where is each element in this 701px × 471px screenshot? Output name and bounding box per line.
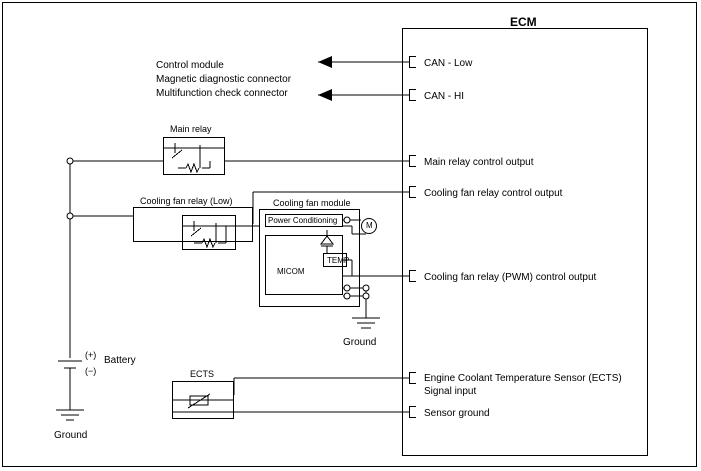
- pin-ects-signal: [409, 372, 416, 384]
- label-cooling-fan-relay-control-output: Cooling fan relay control output: [424, 188, 563, 199]
- cooling-fan-module-label: Cooling fan module: [273, 198, 351, 208]
- pin-cooling-fan-relay-control: [409, 186, 416, 198]
- motor-label: M: [366, 221, 373, 230]
- label-cooling-fan-relay-pwm-control-output: Cooling fan relay (PWM) control output: [424, 272, 597, 283]
- label-sensor-ground: Sensor ground: [424, 408, 490, 419]
- battery-plus-label: (+): [85, 350, 97, 360]
- battery-label: Battery: [104, 355, 136, 366]
- magnetic-diagnostic-connector-label: Magnetic diagnostic connector: [156, 74, 292, 85]
- battery-ground-label: Ground: [54, 430, 88, 441]
- ecm-title: ECM: [510, 15, 537, 29]
- cooling-fan-relay-low-label: Cooling fan relay (Low): [140, 196, 233, 206]
- micom-label: MICOM: [277, 267, 305, 276]
- label-ects-signal-line1: Engine Coolant Temperature Sensor (ECTS): [424, 373, 622, 384]
- pin-can-hi: [409, 89, 416, 101]
- pin-can-low: [409, 56, 416, 68]
- control-module-label: Control module: [156, 60, 224, 71]
- pin-cooling-fan-pwm-control: [409, 270, 416, 282]
- power-conditioning-label: Power Conditioning: [268, 216, 338, 225]
- cooling-fan-relay-box: [182, 215, 236, 250]
- battery-minus-label: (−): [85, 366, 97, 376]
- ects-label: ECTS: [190, 369, 215, 379]
- multifunction-check-connector-label: Multifunction check connector: [156, 88, 288, 99]
- main-relay-box: [163, 137, 225, 175]
- label-can-hi: CAN - HI: [424, 91, 464, 102]
- pin-main-relay-control: [409, 155, 416, 167]
- label-ects-signal-line2: Signal input: [424, 386, 477, 397]
- module-ground-label: Ground: [343, 337, 377, 348]
- ects-box: [172, 381, 234, 419]
- main-relay-label: Main relay: [170, 124, 212, 134]
- temp-label: TEMP: [327, 256, 350, 265]
- label-main-relay-control-output: Main relay control output: [424, 157, 534, 168]
- label-can-low: CAN - Low: [424, 58, 473, 69]
- pin-sensor-ground: [409, 406, 416, 418]
